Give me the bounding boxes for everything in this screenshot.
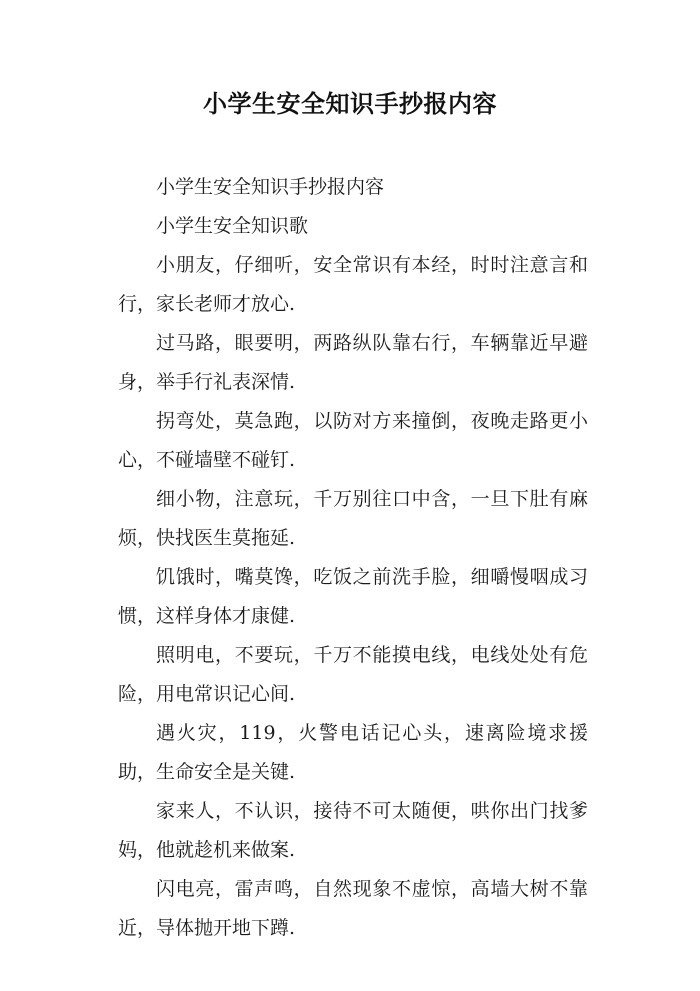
paragraph-verse-2: 过马路，眼要明，两路纵队靠右行，车辆靠近早避身，举手行礼表深情.: [118, 332, 588, 393]
document-title: 小学生安全知识手抄报内容: [203, 90, 497, 118]
paragraph-verse-3: 拐弯处，莫急跑，以防对方来撞倒，夜晚走路更小心，不碰墙壁不碰钉.: [118, 410, 588, 471]
paragraph-subtitle: 小学生安全知识歌: [156, 215, 309, 237]
paragraph-verse-8: 家来人，不认识，接待不可太随便，哄你出门找爹妈，他就趁机来做案.: [118, 800, 588, 861]
paragraph-verse-1: 小朋友，仔细听，安全常识有本经，时时注意言和行，家长老师才放心.: [118, 254, 588, 315]
paragraph-verse-6: 照明电，不要玩，千万不能摸电线，电线处处有危险，用电常识记心间.: [118, 644, 588, 705]
paragraph-verse-9: 闪电亮，雷声鸣，自然现象不虚惊，高墙大树不靠近，导体抛开地下蹲.: [118, 878, 588, 939]
paragraph-heading: 小学生安全知识手抄报内容: [156, 176, 385, 198]
paragraph-verse-4: 细小物，注意玩，千万别往口中含，一旦下肚有麻烦，快找医生莫拖延.: [118, 488, 588, 549]
document-body: [118, 168, 588, 948]
paragraph-verse-7: 遇火灾，119，火警电话记心头，速离险境求援助，生命安全是关键.: [118, 722, 588, 783]
paragraph-verse-5: 饥饿时，嘴莫馋，吃饭之前洗手脸，细嚼慢咽成习惯，这样身体才康健.: [118, 566, 588, 627]
